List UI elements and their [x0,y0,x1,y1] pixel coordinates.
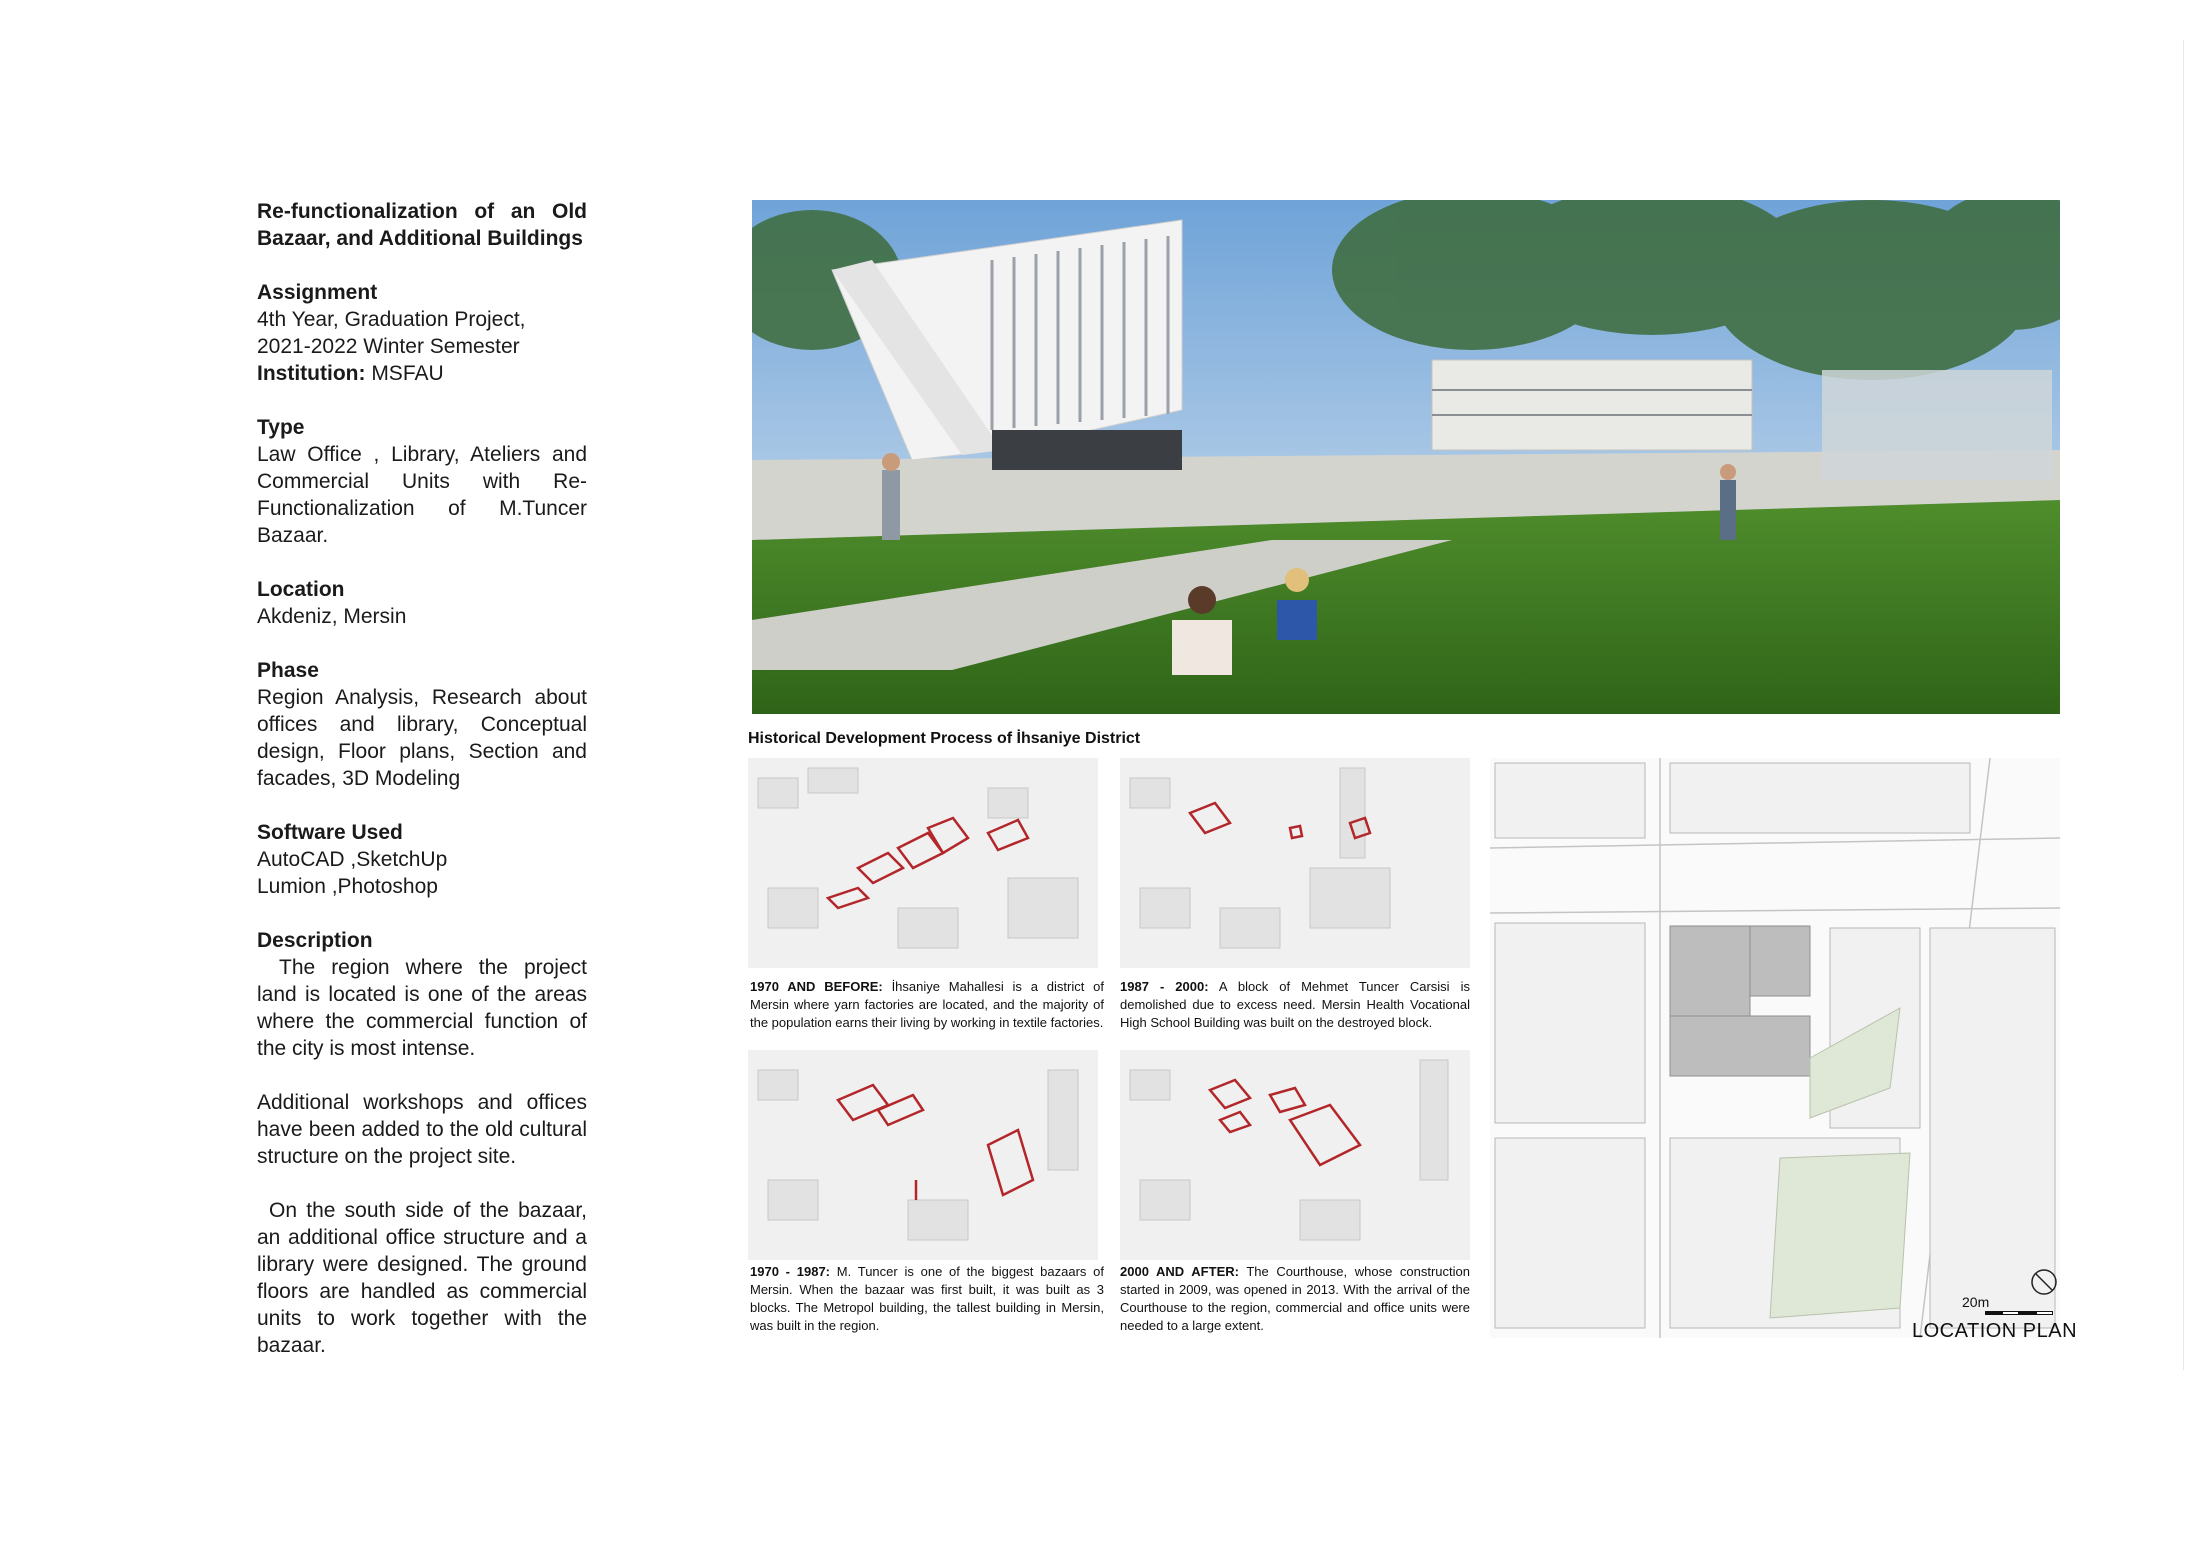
assignment-section [257,279,587,387]
north-arrow-icon [2030,1268,2058,1296]
history-text-2: A block of Mehmet Tuncer Carsisi is demolished due to excess need. Mersin Health Vocational High School Building was built on the destroyed block. [1120,979,1470,1030]
phase-text: Region Analysis, Research about offices and library, Conceptual design, Floor plans, Section and facades, 3D Modeling [257,686,587,790]
location-plan-label: LOCATION PLAN [1912,1320,2078,1342]
institution-label: Institution: [257,362,366,385]
institution-value: MSFAU [371,362,444,385]
history-label-2: 1987 - 2000: [1120,979,1209,994]
software-section [257,819,587,900]
phase-heading: Phase [257,659,319,682]
type-text: Law Office , Library, Ateliers and Commercial Units with Re-Functionalization of M.Tuncer Bazaar. [257,443,587,547]
history-diagram-1970-1987 [748,1050,1098,1260]
software-heading: Software Used [257,821,403,844]
location-section [257,576,587,630]
description-paragraph-1: The region where the project land is located is one of the areas where the commercial function of the city is most intense. [257,956,587,1060]
hero-render-image [752,200,2060,714]
page-edge-line [2183,40,2184,1370]
location-heading: Location [257,578,345,601]
render-illustration [752,200,2060,714]
history-label-4: 2000 AND AFTER: [1120,1264,1239,1279]
type-section [257,414,587,549]
history-text-4: The Courthouse, whose construction started in 2009, was opened in 2013. With the arrival of the Courthouse to the region, commercial and office units were needed to a large extent. [1120,1264,1470,1333]
history-label-1: 1970 AND BEFORE: [750,979,883,994]
software-line-1: AutoCAD ,SketchUp [257,848,448,871]
history-diagram-2000-after [1120,1050,1470,1260]
history-caption-2 [1120,978,1470,1032]
phase-section [257,657,587,792]
history-text-1: İhsaniye Mahallesi is a district of Mersin where yarn factories are located, and the majority of the population earns their living by working in textile factories. [750,979,1104,1030]
history-diagram-1987-2000 [1120,758,1470,968]
scale-bar [1985,1311,2055,1315]
history-diagram-1970-before [748,758,1098,968]
history-title: Historical Development Process of İhsaniye District [748,730,1141,747]
location-plan-map [1490,758,2060,1338]
description-paragraph-2: Additional workshops and offices have been added to the old cultural structure on the project site. [257,1091,587,1168]
software-line-2: Lumion ,Photoshop [257,875,438,898]
history-label-3: 1970 - 1987: [750,1264,831,1279]
project-title: Re-functionalization of an Old Bazaar, and Additional Buildings [257,200,587,250]
type-heading: Type [257,416,305,439]
project-info-column [257,198,587,1386]
description-section [257,927,587,1359]
history-caption-4 [1120,1263,1470,1335]
institution-line [257,360,587,387]
assignment-heading: Assignment [257,281,378,304]
scale-label: 20m [1962,1294,1990,1310]
description-heading: Description [257,929,373,952]
history-caption-3 [750,1263,1104,1335]
description-paragraph-3: On the south side of the bazaar, an additional office structure and a library were designed. The ground floors are handled as commercial units to work together with the bazaar. [257,1199,587,1357]
assignment-line-1: 4th Year, Graduation Project, [257,308,526,331]
history-caption-1 [750,978,1104,1032]
location-text: Akdeniz, Mersin [257,605,407,628]
history-text-3: M. Tuncer is one of the biggest bazaars of Mersin. When the bazaar was first built, it was built as 3 blocks. The Metropol building, the tallest building in Mersin, was built in the region. [750,1264,1104,1333]
assignment-line-2: 2021-2022 Winter Semester [257,335,520,358]
